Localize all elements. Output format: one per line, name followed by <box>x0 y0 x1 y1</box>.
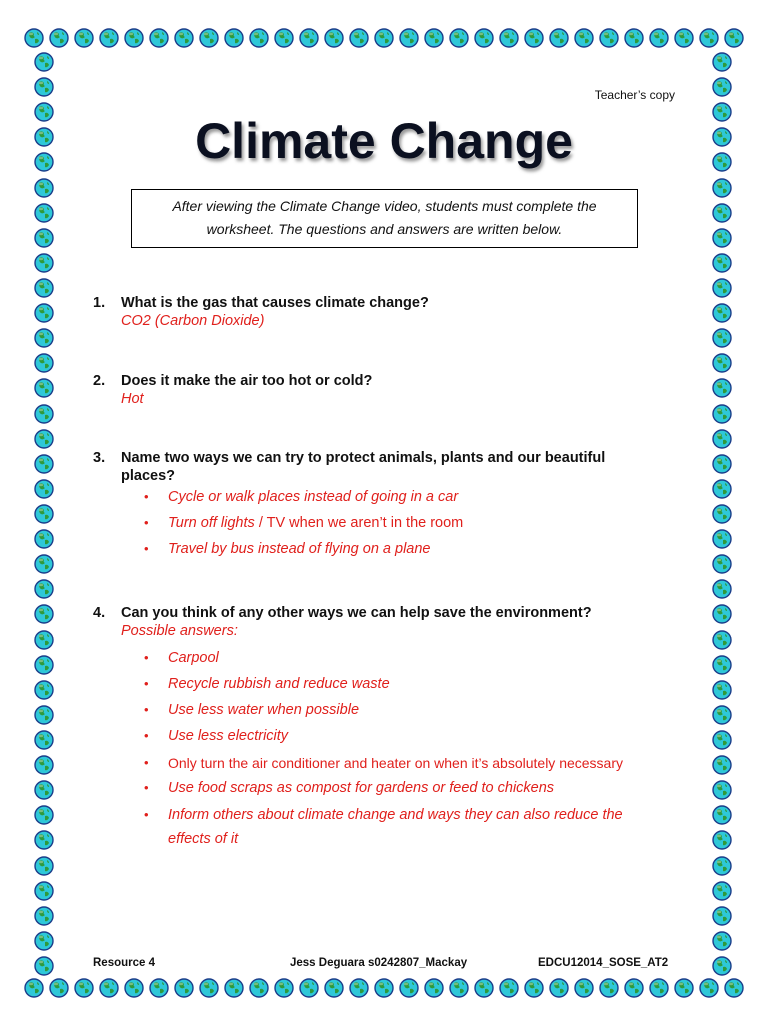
globe-icon <box>712 830 732 850</box>
question-2 <box>93 372 653 390</box>
answer-2: Hot <box>121 391 144 407</box>
list-item: • Inform others about climate change and ways they can also reduce the effects of it <box>144 803 664 851</box>
globe-icon <box>34 881 54 901</box>
globe-icon <box>712 780 732 800</box>
globe-icon <box>34 755 54 775</box>
globe-icon <box>99 978 119 998</box>
bullet-icon: • <box>144 515 149 530</box>
answer-4-intro: Possible answers: <box>121 623 238 639</box>
question-number: 2. <box>93 373 106 389</box>
globe-icon <box>599 978 619 998</box>
question-text: Name two ways we can try to protect animals, plants and our beautiful places? <box>121 450 606 484</box>
globe-icon <box>712 680 732 700</box>
globe-icon <box>374 978 394 998</box>
globe-icon <box>34 529 54 549</box>
globe-icon <box>712 655 732 675</box>
globe-icon <box>34 630 54 650</box>
globe-icon <box>34 328 54 348</box>
globe-icon <box>149 28 169 48</box>
question-text: What is the gas that causes climate change? <box>121 295 429 311</box>
globe-icon <box>699 978 719 998</box>
globe-icon <box>712 278 732 298</box>
globe-icon <box>624 28 644 48</box>
globe-icon <box>449 978 469 998</box>
bullet-icon: • <box>144 676 149 691</box>
globe-icon <box>399 978 419 998</box>
bullet-icon: • <box>144 728 149 743</box>
globe-icon <box>499 978 519 998</box>
globe-icon <box>349 978 369 998</box>
globe-icon <box>712 228 732 248</box>
globe-icon <box>99 28 119 48</box>
globe-icon <box>324 978 344 998</box>
globe-icon <box>674 28 694 48</box>
bullet-icon: • <box>144 702 149 717</box>
globe-icon <box>712 529 732 549</box>
globe-icon <box>34 830 54 850</box>
globe-icon <box>34 931 54 951</box>
bullet-icon: • <box>144 650 149 665</box>
globe-icon <box>712 429 732 449</box>
list-item: • Cycle or walk places instead of going in a car <box>144 485 684 509</box>
list-item: • Turn off lights / TV when we aren’t in the room <box>144 511 684 535</box>
globe-icon <box>712 906 732 926</box>
question-text: Can you think of any other ways we can help save the environment? <box>121 605 592 621</box>
globe-icon <box>712 253 732 273</box>
globe-icon <box>224 28 244 48</box>
globe-icon <box>49 978 69 998</box>
globe-icon <box>324 28 344 48</box>
list-item: • Only turn the air conditioner and heater on when it’s absolutely necessary <box>144 751 684 775</box>
globe-icon <box>274 978 294 998</box>
globe-icon <box>712 479 732 499</box>
footer-course-code: EDCU12014_SOSE_AT2 <box>538 957 669 969</box>
globe-icon <box>712 504 732 524</box>
globe-icon <box>34 805 54 825</box>
question-1 <box>93 294 653 312</box>
globe-icon <box>124 978 144 998</box>
bullet-icon: • <box>144 489 149 504</box>
list-item: • Recycle rubbish and reduce waste <box>144 672 684 696</box>
globe-icon <box>299 28 319 48</box>
globe-icon <box>224 978 244 998</box>
globe-icon <box>549 28 569 48</box>
globe-icon <box>149 978 169 998</box>
globe-icon <box>34 178 54 198</box>
list-item: • Use less water when possible <box>144 698 684 722</box>
globe-icon <box>712 931 732 951</box>
globe-icon <box>724 28 744 48</box>
globe-icon <box>499 28 519 48</box>
page-border-bottom <box>24 978 744 1000</box>
bullet-icon: • <box>144 541 149 556</box>
question-4 <box>93 604 653 622</box>
globe-icon <box>49 28 69 48</box>
page-border-left <box>34 52 56 976</box>
question-text: Does it make the air too hot or cold? <box>121 373 373 389</box>
footer-resource: Resource 4 <box>93 957 156 969</box>
list-item: • Travel by bus instead of flying on a plane <box>144 537 684 561</box>
teacher-copy-label: Teacher’s copy <box>594 88 675 102</box>
globe-icon <box>712 604 732 624</box>
globe-icon <box>349 28 369 48</box>
globe-icon <box>34 856 54 876</box>
globe-icon <box>712 630 732 650</box>
globe-icon <box>649 978 669 998</box>
globe-icon <box>74 28 94 48</box>
globe-icon <box>24 28 44 48</box>
globe-icon <box>34 253 54 273</box>
list-item: • Use less electricity <box>144 724 684 748</box>
bullet-icon: • <box>144 807 149 822</box>
globe-icon <box>712 881 732 901</box>
globe-icon <box>34 680 54 700</box>
globe-icon <box>712 730 732 750</box>
globe-icon <box>674 978 694 998</box>
globe-icon <box>699 28 719 48</box>
globe-icon <box>574 28 594 48</box>
globe-icon <box>34 278 54 298</box>
question-number: 4. <box>93 605 106 621</box>
page-border-right <box>712 52 734 976</box>
bullet-icon: • <box>144 780 149 795</box>
globe-icon <box>712 353 732 373</box>
globe-icon <box>712 178 732 198</box>
globe-icon <box>449 28 469 48</box>
globe-icon <box>34 780 54 800</box>
globe-icon <box>474 978 494 998</box>
globe-icon <box>712 579 732 599</box>
globe-icon <box>34 579 54 599</box>
globe-icon <box>34 956 54 976</box>
globe-icon <box>712 378 732 398</box>
globe-icon <box>274 28 294 48</box>
footer-author: Jess Deguara s0242807_Mackay <box>290 957 468 969</box>
globe-icon <box>599 28 619 48</box>
globe-icon <box>374 28 394 48</box>
globe-icon <box>299 978 319 998</box>
globe-icon <box>34 378 54 398</box>
globe-icon <box>624 978 644 998</box>
globe-icon <box>724 978 744 998</box>
globe-icon <box>34 353 54 373</box>
globe-icon <box>712 77 732 97</box>
globe-icon <box>34 604 54 624</box>
globe-icon <box>34 228 54 248</box>
answer-1: CO2 (Carbon Dioxide) <box>121 313 265 329</box>
globe-icon <box>34 504 54 524</box>
globe-icon <box>712 755 732 775</box>
globe-icon <box>712 404 732 424</box>
globe-icon <box>34 554 54 574</box>
globe-icon <box>174 28 194 48</box>
globe-icon <box>34 303 54 323</box>
globe-icon <box>249 978 269 998</box>
globe-icon <box>34 454 54 474</box>
globe-icon <box>199 28 219 48</box>
globe-icon <box>24 978 44 998</box>
list-item: • Use food scraps as compost for gardens or feed to chickens <box>144 776 684 800</box>
globe-icon <box>34 429 54 449</box>
question-number: 1. <box>93 295 106 311</box>
page-border-top <box>24 28 744 50</box>
globe-icon <box>574 978 594 998</box>
globe-icon <box>34 77 54 97</box>
globe-icon <box>712 856 732 876</box>
globe-icon <box>34 52 54 72</box>
globe-icon <box>174 978 194 998</box>
page-title: Climate Change <box>195 113 573 169</box>
globe-icon <box>124 28 144 48</box>
globe-icon <box>712 705 732 725</box>
globe-icon <box>249 28 269 48</box>
globe-icon <box>712 303 732 323</box>
globe-icon <box>199 978 219 998</box>
globe-icon <box>424 28 444 48</box>
bullet-icon: • <box>144 755 149 770</box>
globe-icon <box>712 956 732 976</box>
globe-icon <box>34 655 54 675</box>
question-number: 3. <box>93 450 106 466</box>
globe-icon <box>712 454 732 474</box>
globe-icon <box>712 52 732 72</box>
globe-icon <box>399 28 419 48</box>
globe-icon <box>424 978 444 998</box>
globe-icon <box>524 978 544 998</box>
globe-icon <box>524 28 544 48</box>
intro-box: After viewing the Climate Change video, students must complete the worksheet. The questions and answers are written below. <box>131 189 638 248</box>
list-item: • Carpool <box>144 646 684 670</box>
globe-icon <box>34 906 54 926</box>
globe-icon <box>34 479 54 499</box>
globe-icon <box>34 404 54 424</box>
globe-icon <box>74 978 94 998</box>
globe-icon <box>34 203 54 223</box>
globe-icon <box>34 705 54 725</box>
globe-icon <box>549 978 569 998</box>
question-3 <box>93 449 653 485</box>
globe-icon <box>649 28 669 48</box>
globe-icon <box>712 554 732 574</box>
globe-icon <box>712 805 732 825</box>
globe-icon <box>474 28 494 48</box>
globe-icon <box>34 730 54 750</box>
globe-icon <box>712 328 732 348</box>
globe-icon <box>712 203 732 223</box>
